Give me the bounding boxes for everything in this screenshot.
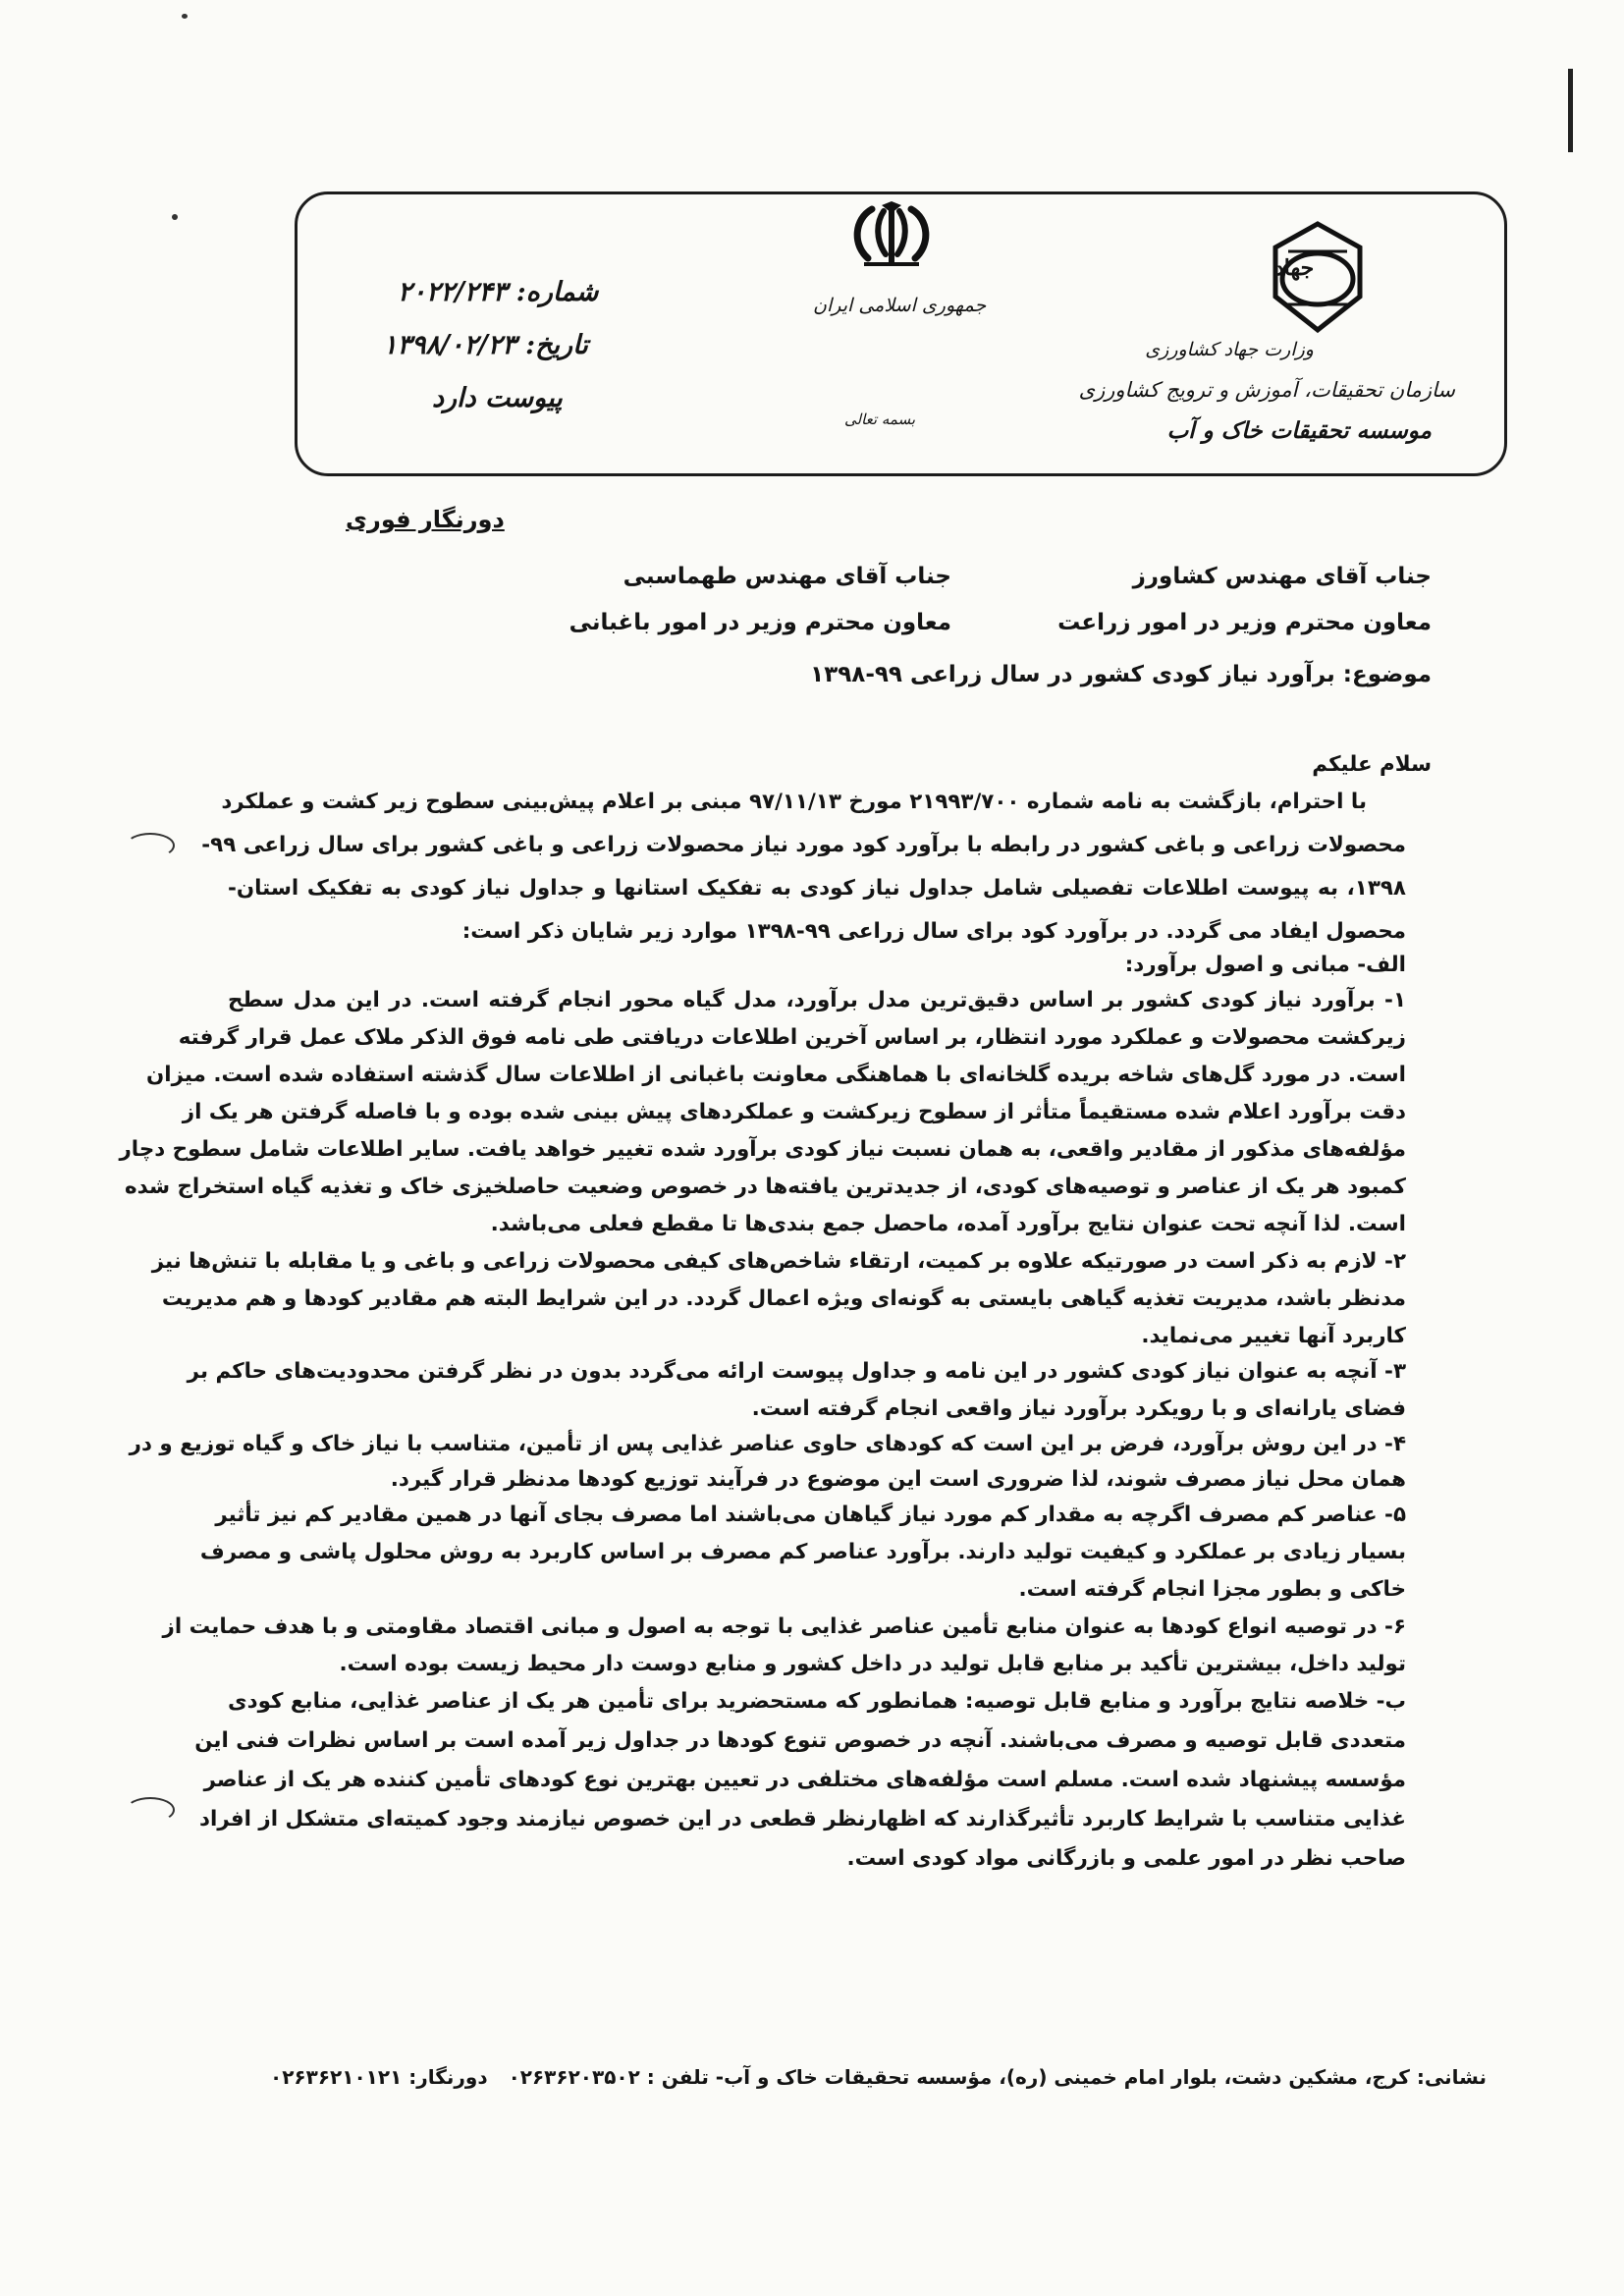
recipient-left-title: معاون محترم وزیر در امور باغبانی [568, 610, 951, 635]
body-line: ب- خلاصه نتایج برآورد و منابع قابل توصیه: همانطور که مستحضرید برای تأمین هر یک از عناصر غذایی، منابع کودی [228, 1689, 1406, 1714]
body-line: دقت برآورد اعلام شده مستقیماً متأثر از سطوح زیرکشت و عملکردهای پیش بینی شده بوده و با فاصله گرفتن هر یک از [182, 1100, 1406, 1124]
recipient-right-title: معاون محترم وزیر در امور زراعت [1057, 610, 1432, 635]
body-line: ۳- آنچه به عنوان نیاز کودی کشور در این نامه و جداول پیوست ارائه می‌گردد بدون در نظر گرفتن محدودیت‌های حاکم بر [187, 1359, 1406, 1384]
republic-title: جمهوری اسلامی ایران [813, 295, 987, 316]
body-line: فضای یارانه‌ای و با رویکرد برآورد نیاز واقعی انجام گرفته است. [751, 1396, 1406, 1421]
scan-speck [172, 214, 178, 220]
letter-number: شماره: ۲۰۲۲/۲۴۳ [398, 277, 599, 307]
body-line: ۲- لازم به ذکر است در صورتیکه علاوه بر کمیت، ارتقاء شاخص‌های کیفی محصولات زراعی و باغی و یا مقابله با تنش‌ها نیز [151, 1249, 1406, 1274]
greeting: سلام علیکم [1312, 752, 1432, 777]
letter-body [119, 786, 1406, 1876]
body-line: خاکی و بطور مجزا انجام گرفته است. [1018, 1577, 1406, 1602]
body-line: مؤسسه پیشنهاد شده است. مسلم است مؤلفه‌های مختلفی در تعیین بهترین نوع کودهای تأمین کننده هر یک از عناصر [203, 1768, 1406, 1792]
organization-name: سازمان تحقیقات، آموزش و ترویج کشاورزی [1078, 378, 1455, 402]
recipient-left-name: جناب آقای مهندس طهماسبی [623, 564, 951, 589]
footer-fax: دورنگار: ۰۲۶۳۶۲۱۰۱۲۱ [270, 2065, 488, 2089]
logo-wordmark: جهاد [1274, 255, 1315, 281]
punch-hole-mark [126, 833, 175, 858]
body-line: بسیار زیادی بر عملکرد و کیفیت تولید دارند. برآورد عناصر کم مصرف بر اساس کاربرد به روش محلول پاشی و مصرف [199, 1540, 1406, 1564]
scan-speck [182, 14, 188, 19]
body-line: است. لذا آنچه تحت عنوان نتایج برآورد آمده، ماحصل جمع بندی‌ها تا مقطع فعلی می‌باشد. [490, 1212, 1406, 1236]
iran-emblem-icon [842, 201, 941, 276]
body-line: ۱۳۹۸، به پیوست اطلاعات تفصیلی شامل جداول نیاز کودی به تفکیک استانها و جداول نیاز کودی به تفکیک استان- [228, 876, 1406, 901]
section-heading: الف- مبانی و اصول برآورد: [1124, 953, 1406, 977]
body-line: است. در مورد گل‌های شاخه بریده گلخانه‌ای با هماهنگی معاونت باغبانی از اطلاعات سال گذشته استفاده شده است. میزان [146, 1063, 1406, 1087]
scan-edge-mark [1568, 69, 1573, 152]
body-line: مؤلفه‌های مذکور از مقادیر واقعی، به همان نسبت نیاز کودی برآورد شده تغییر خواهد یافت. سایر اطلاعات شامل سطوح دچار [119, 1137, 1406, 1162]
body-line: زیرکشت محصولات و عملکرد مورد انتظار، بر اساس آخرین اطلاعات دریافتی طی نامه فوق الذکر ملاک عمل قرار گرفته [178, 1025, 1406, 1050]
body-line: محصول ایفاد می گردد. در برآورد کود برای سال زراعی ۹۹-۱۳۹۸ موارد زیر شایان ذکر است: [461, 919, 1406, 944]
body-line: کاربرد آنها تغییر می‌نماید. [1141, 1324, 1406, 1348]
attachment-note: پیوست دارد [432, 383, 563, 413]
ministry-name: وزارت جهاد کشاورزی [1145, 339, 1314, 360]
body-line: کمبود هر یک از عناصر و توصیه‌های کودی، از جدیدترین یافته‌ها در خصوص وضعیت حاصلخیزی خاک و تغذیه گیاه استخراج شده [125, 1175, 1406, 1199]
footer-address: نشانی: کرج، مشکین دشت، بلوار امام خمینی (ره)، مؤسسه تحقیقات خاک و آب- تلفن : ۰۲۶۳۶۲۰۳۵۰۲ [508, 2065, 1487, 2089]
urgent-fax-label: دورنگار فوری [346, 506, 505, 533]
body-line: تولید داخل، بیشترین تأکید بر منابع قابل تولید در داخل کشور و منابع دوست دار محیط زیست بوده است. [339, 1652, 1406, 1676]
subject-line: موضوع: برآورد نیاز کودی کشور در سال زراعی ۹۹-۱۳۹۸ [810, 662, 1432, 687]
body-line: ۱- برآورد نیاز کودی کشور بر اساس دقیق‌ترین مدل برآورد، مدل گیاه محور انجام گرفته است. در این مدل سطح [228, 988, 1406, 1012]
body-line: محصولات زراعی و باغی کشور در رابطه با برآورد کود مورد نیاز محصولات زراعی و باغی کشور برای سال زراعی ۹۹- [201, 833, 1406, 857]
letter-date: تاریخ: ۱۳۹۸/۰۲/۲۳ [383, 330, 588, 360]
institute-name: موسسه تحقیقات خاک و آب [1166, 417, 1432, 444]
body-line: صاحب نظر در امور علمی و بازرگانی مواد کودی است. [846, 1846, 1406, 1871]
body-line: ۵- عناصر کم مصرف اگرچه به مقدار کم مورد نیاز گیاهان می‌باشند اما مصرف بجای آنها در همین مقادیر کم نیز تأثیر [215, 1503, 1406, 1527]
body-line: ۴- در این روش برآورد، فرض بر این است که کودهای حاوی عناصر غذایی پس از تأمین، متناسب با نیاز خاک و گیاه توزیع و در [129, 1432, 1406, 1456]
body-line: با احترام، بازگشت به نامه شماره ۲۱۹۹۳/۷۰۰ مورخ ۹۷/۱۱/۱۳ مبنی بر اعلام پیش‌بینی سطوح زیر کشت و عملکرد [221, 790, 1367, 814]
recipient-right-name: جناب آقای مهندس کشاورز [1132, 564, 1432, 589]
body-line: متعددی قابل توصیه و مصرف می‌باشند. آنچه در خصوص تنوع کودها در جداول زیر آمده است بر اساس نظرات فنی این [194, 1728, 1406, 1753]
invocation: بسمه تعالی [844, 410, 916, 428]
punch-hole-mark [126, 1797, 175, 1823]
body-line: غذایی متناسب با شرایط کاربرد تأثیرگذارند که اظهارنظر قطعی در این خصوص نیازمند وجود کمیته‌ای متشکل از افراد [199, 1807, 1406, 1831]
body-line: همان محل نیاز مصرف شوند، لذا ضروری است این موضوع در فرآیند توزیع کودها مدنظر قرار گیرد. [390, 1467, 1406, 1492]
body-line: مدنظر باشد، مدیریت تغذیه گیاهی بایستی به گونه‌ای ویژه اعمال گردد. در این شرایط البته هم مقادیر کودها و هم مدیریت [161, 1286, 1406, 1311]
body-line: ۶- در توصیه انواع کودها به عنوان منابع تأمین عناصر غذایی با توجه به اصول و مبانی اقتصاد مقاومتی و با هدف حمایت از [162, 1614, 1406, 1639]
